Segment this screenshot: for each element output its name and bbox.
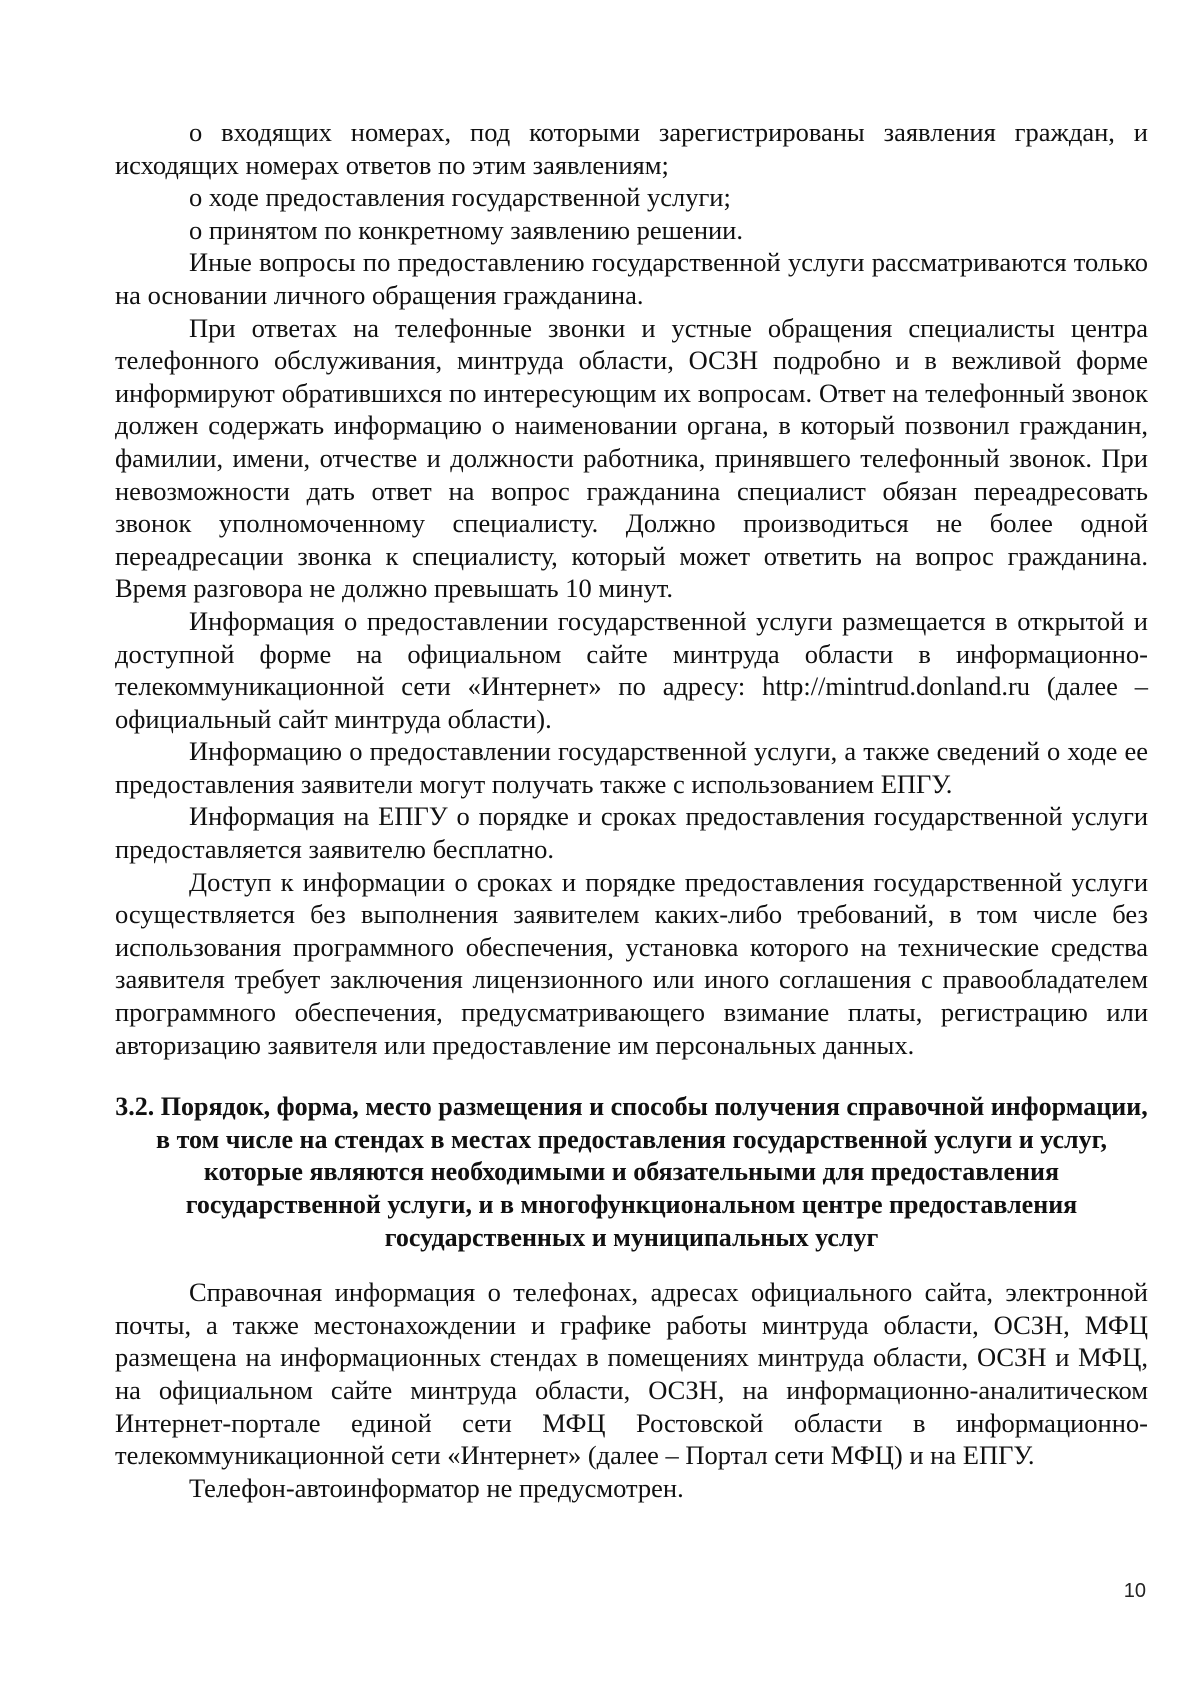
- page-number: 10: [1123, 1580, 1146, 1602]
- paragraph-other-questions: Иные вопросы по предоставлению государственной услуги рассматриваются только на основании личного обращения гражданина.: [115, 247, 1148, 310]
- paragraph-epgu-free: Информация на ЕПГУ о порядке и сроках предоставления государственной услуги предоставляется заявителю бесплатно.: [115, 801, 1148, 865]
- paragraph-service-progress: о ходе предоставления государственной услуги;: [189, 182, 731, 213]
- paragraph-epgu-info: Информацию о предоставлении государственной услуги, а также сведений о ходе ее предоставления заявители могут получать также с использованием ЕПГУ.: [115, 736, 1148, 799]
- paragraph-reference-info: Справочная информация о телефонах, адресах официального сайта, электронной почты, а также местонахождении и графике работы минтруда области, ОСЗН, МФЦ размещена на информационных стендах в помещениях минтруда области, ОСЗН и МФЦ, на официальном сайте минтруда области, ОСЗН, на информационно-аналитическом Интернет-портале единой сети МФЦ Ростовской области в информационно-телекоммуникационной сети «Интернет» (далее – Портал сети МФЦ) и на ЕПГУ.: [115, 1277, 1148, 1471]
- paragraph-official-site: Информация о предоставлении государственной услуги размещается в открытой и доступной форме на официальном сайте минтруда области в информационно-телекоммуникационной сети «Интернет» по адресу: http://mintrud.donland.ru (далее – официальный сайт минтруда области).: [115, 605, 1148, 734]
- paragraph-incoming-numbers: о входящих номерах, под которыми зарегистрированы заявления граждан, и исходящих номерах ответов по этим заявлениям;: [115, 117, 1148, 180]
- paragraph-access-info: Доступ к информации о сроках и порядке предоставления государственной услуги осуществляется без выполнения заявителем каких-либо требований, в том числе без использования программного обеспечения, установка которого на технические средства заявителя требует заключения лицензионного или иного соглашения с правообладателем программного обеспечения, предусматривающего взимание платы, регистрацию или авторизацию заявителя или предоставление им персональных данных.: [115, 866, 1148, 1060]
- paragraph-phone-calls: При ответах на телефонные звонки и устные обращения специалисты центра телефонного обслуживания, минтруда области, ОСЗН подробно и в вежливой форме информируют обратившихся по интересующим их вопросам. Ответ на телефонный звонок должен содержать информацию о наименовании органа, в который позвонил гражданин, фамилии, имени, отчестве и должности работника, принявшего телефонный звонок. При невозможности дать ответ на вопрос гражданина специалист обязан переадресовать звонок уполномоченному специалисту. Должно производиться не более одной переадресации звонка к специалисту, который может ответить на вопрос гражданина. Время разговора не должно превышать 10 минут.: [115, 312, 1148, 604]
- document-body: [115, 116, 1148, 1504]
- paragraph-decision: о принятом по конкретному заявлению решении.: [189, 214, 743, 245]
- paragraph-autoinformer: Телефон-автоинформатор не предусмотрен.: [189, 1472, 684, 1503]
- section-heading-3-2: 3.2. Порядок, форма, место размещения и способы получения справочной информации, в том числе на стендах в местах предоставления государственной услуги и услуг, которые являются необходимыми и обязательными для предоставления государственной услуги, и в многофункциональном центре предоставления государственных и муниципальных услуг: [115, 1092, 1148, 1252]
